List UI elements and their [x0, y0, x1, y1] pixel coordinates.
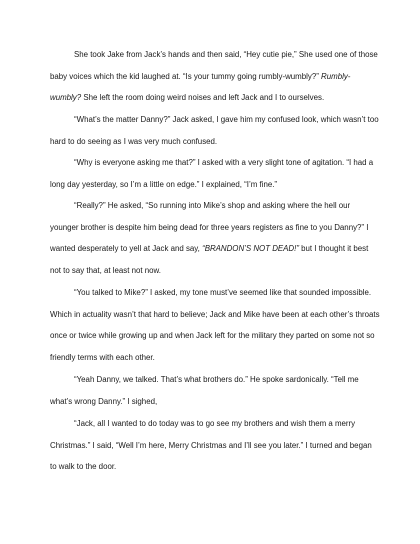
paragraph-2 — [50, 109, 380, 152]
paragraph-7-text: “Jack, all I wanted to do today was to go see my brothers and wish them a merry Christmas.” I said, “Well I’m here, Merry Christmas and I’ll see you later.” I turned and began to walk to the door. — [50, 419, 372, 471]
paragraph-1-text-a: She took Jake from Jack’s hands and then said, “Hey cutie pie,” She used one of those baby voices which the kid laughed at. “Is your tummy going rumbly-wumbly?” — [50, 50, 378, 81]
paragraph-1-italic: Rumbly-wumbly? — [50, 71, 351, 102]
paragraph-1 — [50, 44, 380, 109]
paragraph-4-text-b: but I thought it best not to say that, at least not now. — [50, 244, 369, 275]
paragraph-3-text: “Why is everyone asking me that?” I asked with a very slight tone of agitation. “I had a long day yesterday, so I’m a little on edge.” I explained, “I’m fine.” — [50, 158, 374, 189]
paragraph-7 — [50, 413, 380, 478]
paragraph-4 — [50, 195, 380, 281]
paragraph-5 — [50, 282, 380, 368]
paragraph-2-text: “What’s the matter Danny?” Jack asked, I gave him my confused look, which wasn’t too hard to do seeing as I was very much confused. — [50, 115, 379, 146]
paragraph-3 — [50, 152, 380, 195]
paragraph-1-text-b: She left the room doing weird noises and left Jack and I to ourselves. — [81, 93, 325, 102]
paragraph-5-text: “You talked to Mike?” I asked, my tone must’ve seemed like that sounded impossible. Which in actuality wasn’t that hard to believe; Jack and Mike have been at each other’s throats once or twice while growing up and when Jack left for the military they parted on some not so friendly terms with each other. — [50, 288, 380, 362]
paragraph-4-text-a: “Really?” He asked, “So running into Mike’s shop and asking where the hell our younger brother is despite him being dead for three years registers as fine to you Danny?” I wanted desperately to yell at Jack and say, — [50, 201, 369, 253]
paragraph-6-text: “Yeah Danny, we talked. That’s what brothers do.” He spoke sardonically. “Tell me what’s wrong Danny.” I sighed, — [50, 375, 359, 406]
paragraph-4-italic: “BRANDON’S NOT DEAD!” — [202, 244, 299, 253]
paragraph-6 — [50, 369, 380, 412]
